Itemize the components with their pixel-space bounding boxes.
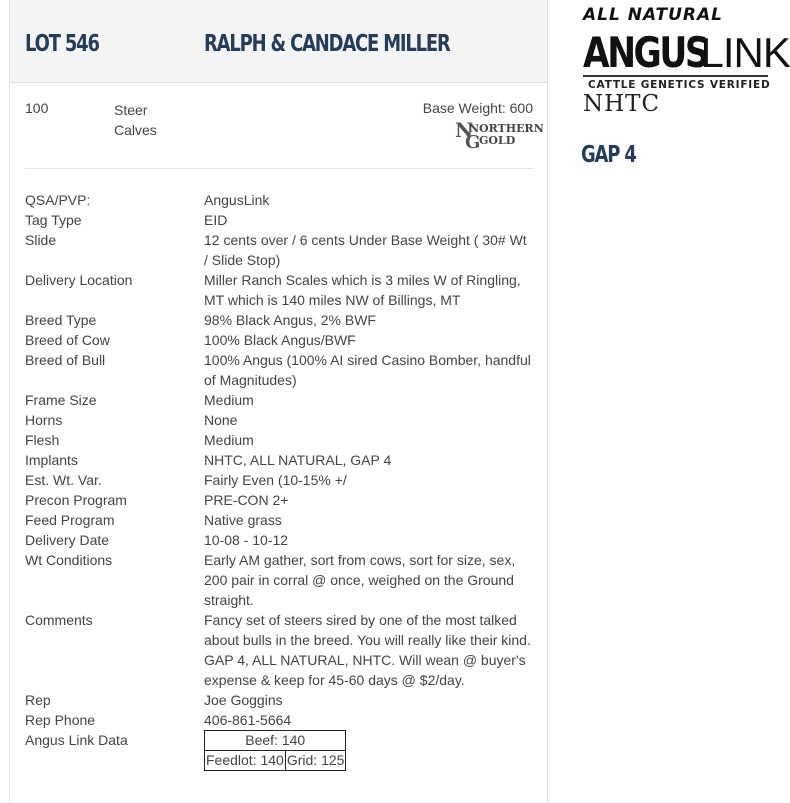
angus-link-label: Angus Link Data bbox=[25, 732, 128, 748]
angus-link-table bbox=[204, 730, 346, 771]
detail-label: Rep bbox=[25, 692, 51, 708]
anguslink-logo bbox=[583, 28, 790, 77]
cattle-type: Steer Calves bbox=[114, 102, 157, 138]
seller-name: RALPH & CANDACE MILLER bbox=[204, 31, 450, 57]
detail-value: 98% Black Angus, 2% BWF bbox=[204, 312, 376, 328]
detail-label: Horns bbox=[25, 412, 63, 428]
detail-label: QSA/PVP: bbox=[25, 192, 91, 208]
detail-row bbox=[25, 450, 540, 470]
northern-gold-logo bbox=[453, 118, 544, 153]
detail-label: Breed Type bbox=[25, 312, 97, 328]
detail-row bbox=[25, 310, 540, 330]
detail-value: 406-861-5664 bbox=[204, 712, 292, 728]
detail-row bbox=[25, 550, 540, 610]
section-divider bbox=[25, 168, 534, 169]
detail-row bbox=[25, 690, 540, 710]
detail-value: Native grass bbox=[204, 512, 282, 528]
detail-value: Medium bbox=[204, 392, 254, 408]
detail-label: Delivery Date bbox=[25, 532, 110, 548]
detail-value: 100% Angus (100% AI sired Casino Bomber, handful of Magnitudes) bbox=[204, 352, 531, 388]
detail-row bbox=[25, 510, 540, 530]
detail-row bbox=[25, 490, 540, 510]
detail-row bbox=[25, 350, 540, 390]
detail-row bbox=[25, 330, 540, 350]
nhtc-logo: NHTC bbox=[583, 91, 661, 117]
detail-label: Delivery Location bbox=[25, 272, 133, 288]
anguslink-logo-bold: ANGUS bbox=[583, 28, 708, 77]
detail-label: Est. Wt. Var. bbox=[25, 472, 102, 488]
svg-text:N: N bbox=[455, 118, 474, 142]
detail-value: Medium bbox=[204, 432, 254, 448]
detail-label: Breed of Cow bbox=[25, 332, 110, 348]
head-count: 100 bbox=[25, 100, 49, 116]
detail-value: Early AM gather, sort from cows, sort for size, sex, 200 pair in corral @ once, weighed on the Ground straight. bbox=[204, 552, 516, 608]
detail-row bbox=[25, 710, 540, 730]
detail-label: Wt Conditions bbox=[25, 552, 113, 568]
detail-value: Fancy set of steers sired by one of the most talked about bulls in the breed. You will really like their kind. GAP 4, ALL NATURAL, NHTC. Will wean @ buyer's expense & keep for 45-60 days @ $2/day. bbox=[204, 612, 531, 688]
base-weight: Base Weight: 600 bbox=[422, 100, 533, 116]
detail-value: 12 cents over / 6 cents Under Base Weight ( 30# Wt / Slide Stop) bbox=[204, 232, 527, 268]
lot-number: LOT 546 bbox=[25, 31, 99, 57]
anguslink-logo-light: LINK bbox=[700, 29, 790, 76]
detail-label: Rep Phone bbox=[25, 712, 96, 728]
detail-label: Implants bbox=[25, 452, 78, 468]
detail-label: Tag Type bbox=[25, 212, 82, 228]
detail-row bbox=[25, 230, 540, 270]
detail-label: Frame Size bbox=[25, 392, 97, 408]
detail-row bbox=[25, 410, 540, 430]
feedlot-score: Feedlot: 140 bbox=[205, 751, 286, 771]
lot-card bbox=[9, 0, 548, 803]
detail-label: Precon Program bbox=[25, 492, 127, 508]
detail-value: Fairly Even (10-15% +/ bbox=[204, 472, 347, 488]
detail-row-angus-link bbox=[25, 730, 540, 771]
detail-value: 10-08 - 10-12 bbox=[204, 532, 289, 548]
detail-value: None bbox=[204, 412, 238, 428]
detail-value: PRE-CON 2+ bbox=[204, 492, 289, 508]
detail-value: AngusLink bbox=[204, 192, 270, 208]
detail-value: NHTC, ALL NATURAL, GAP 4 bbox=[204, 452, 392, 468]
svg-text:G: G bbox=[465, 132, 481, 153]
anguslink-tagline: CATTLE GENETICS VERIFIED bbox=[588, 79, 771, 91]
svg-text:GOLD: GOLD bbox=[479, 134, 516, 147]
detail-label: Comments bbox=[25, 612, 93, 628]
all-natural-label: ALL NATURAL bbox=[583, 5, 723, 25]
detail-row bbox=[25, 390, 540, 410]
detail-value: EID bbox=[204, 212, 228, 228]
detail-label: Flesh bbox=[25, 432, 60, 448]
detail-row bbox=[25, 530, 540, 550]
detail-value: Joe Goggins bbox=[204, 692, 283, 708]
gap-label: GAP 4 bbox=[581, 142, 636, 168]
detail-value: Miller Ranch Scales which is 3 miles W of Ringling, MT which is 140 miles NW of Billings, MT bbox=[204, 272, 521, 308]
detail-value: 100% Black Angus/BWF bbox=[204, 332, 356, 348]
detail-label: Feed Program bbox=[25, 512, 115, 528]
detail-row bbox=[25, 430, 540, 450]
detail-row bbox=[25, 470, 540, 490]
detail-label: Slide bbox=[25, 232, 57, 248]
lot-header bbox=[10, 0, 547, 83]
beef-score: Beef: 140 bbox=[205, 731, 346, 751]
detail-row bbox=[25, 190, 540, 210]
detail-row bbox=[25, 270, 540, 310]
angus-link-value bbox=[204, 730, 534, 771]
detail-row bbox=[25, 210, 540, 230]
detail-label: Breed of Bull bbox=[25, 352, 106, 368]
svg-text:NORTHERN: NORTHERN bbox=[469, 122, 544, 135]
grid-score: Grid: 125 bbox=[285, 751, 346, 771]
lot-details bbox=[25, 190, 540, 771]
logo-rule bbox=[583, 75, 768, 77]
detail-row bbox=[25, 610, 540, 690]
lot-summary bbox=[10, 83, 547, 168]
